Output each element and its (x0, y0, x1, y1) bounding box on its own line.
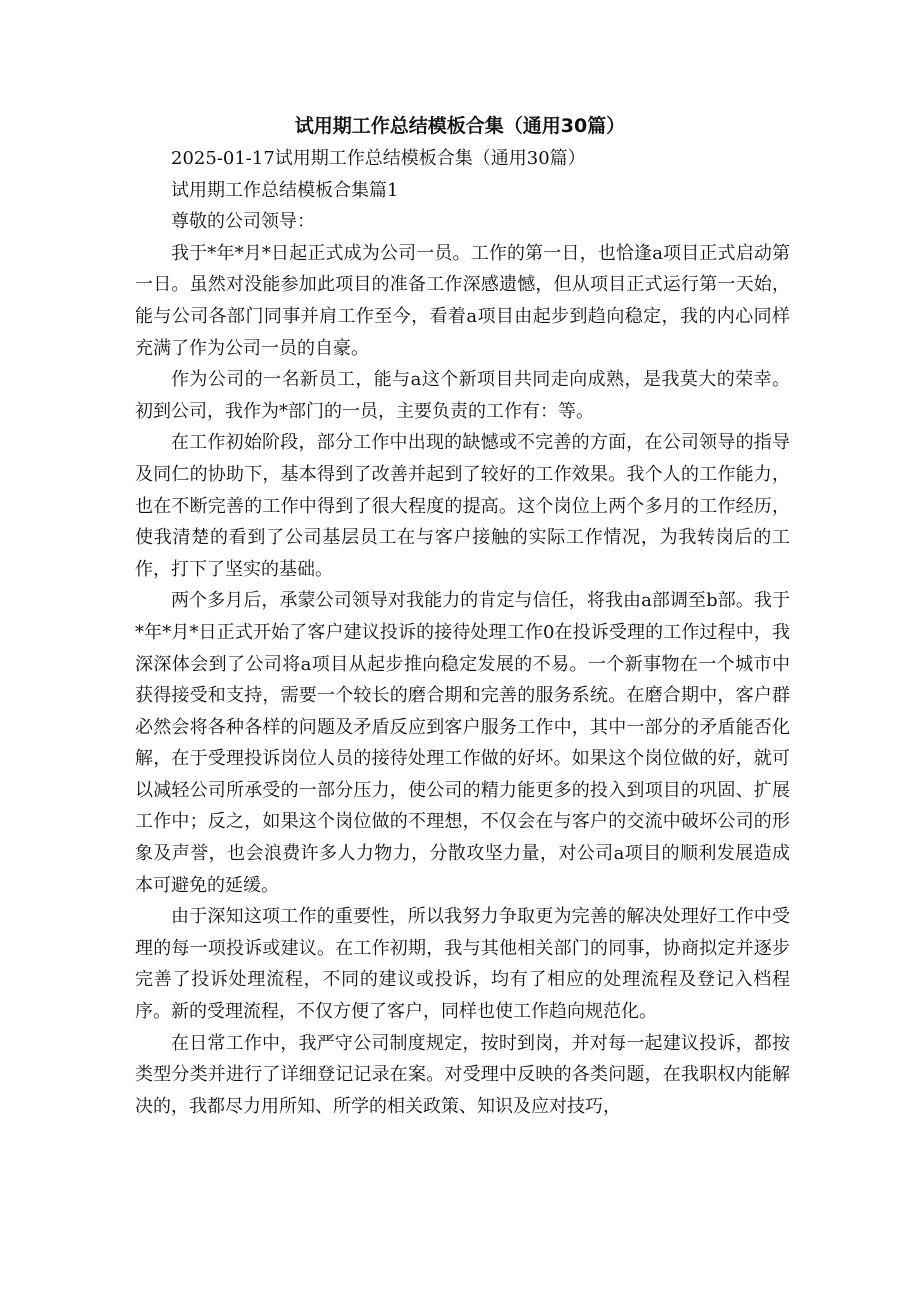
body-paragraph: 在工作初始阶段，部分工作中出现的缺憾或不完善的方面，在公司领导的指导及同仁的协助下，基本得到了改善并起到了较好的工作效果。我个人的工作能力，也在不断完善的工作中得到了很大程度的提高。这个岗位上两个多月的工作经历，使我清楚的看到了公司基层员工在与客户接触的实际工作情况，为我转岗后的工作，打下了坚实的基础。 (135, 432, 790, 580)
salutation: 尊敬的公司领导： (171, 211, 315, 233)
body-paragraph: 作为公司的一名新员工，能与a这个新项目共同走向成熟，是我莫大的荣幸。初到公司，我作为*部门的一员，主要负责的工作有：等。 (135, 369, 790, 422)
document-title: 试用期工作总结模板合集（通用30篇） (294, 115, 626, 137)
body-paragraph: 我于*年*月*日起正式成为公司一员。工作的第一日，也恰逢a项目正式启动第一日。虽然对没能参加此项目的准备工作深感遗憾，但从项目正式运行第一天始，能与公司各部门同事并肩工作至今，看着a项目由起步到趋向稳定，我的内心同样充满了作为公司一员的自豪。 (135, 242, 790, 359)
body-paragraph: 在日常工作中，我严守公司制度规定，按时到岗，并对每一起建议投诉，都按类型分类并进行了详细登记记录在案。对受理中反映的各类问题，在我职权内能解决的，我都尽力用所知、所学的相关政策、知识及应对技巧， (135, 1032, 790, 1117)
date-line: 2025-01-17试用期工作总结模板合集（通用30篇） (171, 148, 586, 169)
body-paragraph: 两个多月后，承蒙公司领导对我能力的肯定与信任，将我由a部调至b部。我于*年*月*日正式开始了客户建议投诉的接待处理工作0在投诉受理的工作过程中，我深深体会到了公司将a项目从起步推向稳定发展的不易。一个新事物在一个城市中获得接受和支持，需要一个较长的磨合期和完善的服务系统。在磨合期中，客户群必然会将各种各样的问题及矛盾反应到客户服务工作中，其中一部分的矛盾能否化解，在于受理投诉岗位人员的接待处理工作做的好坏。如果这个岗位做的好，就可以减轻公司所承受的一部分压力，使公司的精力能更多的投入到项目的巩固、扩展工作中；反之，如果这个岗位做的不理想，不仅会在与客户的交流中破坏公司的形象及声誉，也会浪费许多人力物力，分散攻坚力量，对公司a项目的顺利发展造成本可避免的延缓。 (135, 590, 790, 896)
body-paragraph: 由于深知这项工作的重要性，所以我努力争取更为完善的解决处理好工作中受理的每一项投诉或建议。在工作初期，我与其他相关部门的同事，协商拟定并逐步完善了投诉处理流程，不同的建议或投诉，均有了相应的处理流程及登记入档程序。新的受理流程，不仅方便了客户，同样也使工作趋向规范化。 (135, 906, 790, 1023)
document-body (135, 143, 790, 1122)
section-heading: 试用期工作总结模板合集篇1 (171, 179, 399, 201)
